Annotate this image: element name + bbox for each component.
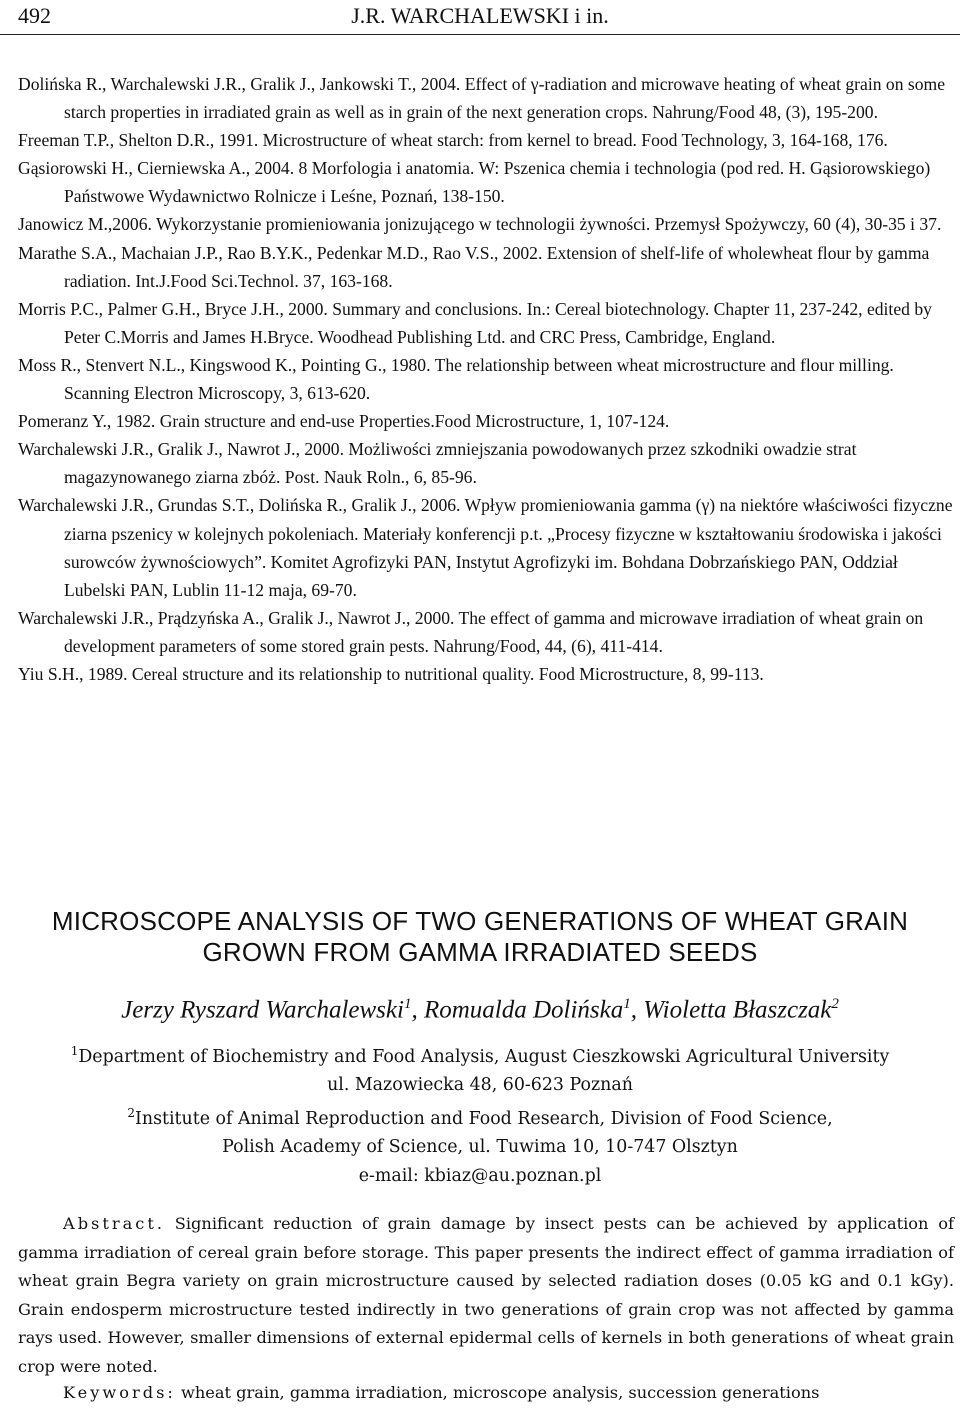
affiliation-1-line-2: ul. Mazowiecka 48, 60-623 Poznań bbox=[327, 1075, 633, 1096]
page-header bbox=[0, 0, 960, 34]
affiliation-2-line-1: $^2$Institute of Animal Reproduction and Food Research, Division of Food Science, bbox=[127, 1106, 833, 1130]
article-title-line-2: GROWN FROM GAMMA IRRADIATED SEEDS bbox=[202, 937, 758, 967]
reference-item: Warchalewski J.R., Prądzyńska A., Gralik J., Nawrot J., 2000. The effect of gamma and microwave irradiation of wheat grain on development parameters of some stored grain pests. Nahrung/Food, 44, (6), 411-414. bbox=[18, 607, 924, 656]
author-affiliation-marker: 1 bbox=[403, 996, 412, 1012]
author-name: Jerzy Ryszard Warchalewski bbox=[121, 996, 404, 1024]
keywords bbox=[18, 1381, 954, 1405]
reference-item: Freeman T.P., Shelton D.R., 1991. Microstructure of wheat starch: from kernel to bread. Food Technology, 3, 164-168, 176. bbox=[18, 130, 888, 151]
page-number: 492 bbox=[18, 3, 51, 28]
reference-item: Janowicz M.,2006. Wykorzystanie promieniowania jonizującego w technologii żywności. Przemysł Spożywczy, 60 (4), 30-35 i 37. bbox=[18, 214, 942, 235]
author-affiliation-marker: 1 bbox=[623, 996, 631, 1012]
reference-list bbox=[18, 70, 954, 688]
article-title bbox=[0, 906, 960, 968]
reference-item: Morris P.C., Palmer G.H., Bryce J.H., 2000. Summary and conclusions. In.: Cereal biotechnology. Chapter 11, 237-242, edited by Peter C.Morris and James H.Bryce. Woodhead Publishing Ltd. and CRC Press, Cambridge, England. bbox=[18, 298, 932, 347]
reference-item: Marathe S.A., Machaian J.P., Rao B.Y.K., Pedenkar M.D., Rao V.S., 2002. Extension of shelf-life of wholewheat flour by gamma radiation. Int.J.Food Sci.Technol. 37, 163-168. bbox=[18, 242, 930, 291]
keywords-label: Keywords: bbox=[63, 1383, 176, 1402]
affiliation-marker: 2 bbox=[127, 1106, 136, 1121]
keywords-text: wheat grain, gamma irradiation, microscope analysis, succession generations bbox=[181, 1383, 820, 1402]
author-list bbox=[0, 988, 960, 1026]
reference-item: Pomeranz Y., 1982. Grain structure and end-use Properties.Food Microstructure, 1, 107-124. bbox=[18, 411, 670, 432]
author-name: Wioletta Błaszczak bbox=[643, 996, 832, 1024]
abstract-label: Abstract. bbox=[63, 1214, 165, 1233]
reference-item: Warchalewski J.R., Grundas S.T., Dolińska R., Gralik J., 2006. Wpływ promieniowania gamma (γ) na niektóre właściwości fizyczne ziarna pszenicy w kolejnych pokoleniach. Materiały konferencji p.t. „Procesy fizyczne w kształtowaniu środowiska i jakości surowców żywnościowych”. Komitet Agrofizyki PAN, Instytut Agrofizyki im. Bohdana Dobrzańskiego PAN, Oddział Lubelski PAN, Lublin 11-12 maja, 69-70. bbox=[18, 495, 953, 600]
affiliation-marker: 1 bbox=[70, 1044, 79, 1058]
header-rule bbox=[0, 34, 960, 35]
reference-item: Warchalewski J.R., Gralik J., Nawrot J., 2000. Możliwości zmniejszania powodowanych przez szkodniki owadzie strat magazynowanego ziarna zbóż. Post. Nauk Roln., 6, 85-96. bbox=[18, 439, 857, 488]
reference-item: Dolińska R., Warchalewski J.R., Gralik J., Jankowski T., 2004. Effect of γ-radiation and microwave heating of wheat grain on some starch properties in irradiated grain as well as in grain of the next generation crops. Nahrung/Food 48, (3), 195-200. bbox=[18, 74, 946, 123]
author-affiliation-marker: 2 bbox=[831, 996, 839, 1012]
affiliation-1-line-1: $^1$Department of Biochemistry and Food Analysis, August Cieszkowski Agricultural University bbox=[70, 1044, 890, 1067]
article-title-line-1: MICROSCOPE ANALYSIS OF TWO GENERATIONS OF WHEAT GRAIN bbox=[51, 906, 909, 936]
reference-item: Moss R., Stenvert N.L., Kingswood K., Pointing G., 1980. The relationship between wheat microstructure and flour milling. Scanning Electron Microscopy, 3, 613-620. bbox=[18, 354, 894, 404]
affiliations bbox=[0, 1037, 960, 1190]
contact-email: e-mail: kbiaz@au.poznan.pl bbox=[358, 1165, 602, 1186]
reference-item: Yiu S.H., 1989. Cereal structure and its relationship to nutritional quality. Food Microstructure, 8, 99-113. bbox=[18, 663, 764, 684]
affiliation-2-line-2: Polish Academy of Science, ul. Tuwima 10, 10-747 Olsztyn bbox=[222, 1137, 738, 1158]
running-head: J.R. WARCHALEWSKI i in. bbox=[351, 3, 609, 28]
author-separator: , bbox=[411, 996, 424, 1024]
abstract bbox=[18, 1210, 954, 1381]
author-name: Romualda Dolińska bbox=[423, 996, 624, 1024]
author-separator: , bbox=[630, 996, 644, 1024]
reference-item: Gąsiorowski H., Cierniewska A., 2004. 8 Morfologia i anatomia. W: Pszenica chemia i technologia (pod red. H. Gąsiorowskiego) Państwowe Wydawnictwo Rolnicze i Leśne, Poznań, 138-150. bbox=[18, 158, 931, 207]
abstract-text: Significant reduction of grain damage by insect pests can be achieved by application of gamma irradiation of cereal grain before storage. This paper presents the indirect effect of gamma irradiation of wheat grain Begra variety on grain microstructure caused by selected radiation doses (0.05 kG and 0.1 kGy). Grain endosperm microstructure tested indirectly in two generations of grain crop was not affected by gamma rays used. However, smaller dimensions of external epidermal cells of kernels in both generations of wheat grain crop were noted. bbox=[18, 1214, 954, 1376]
